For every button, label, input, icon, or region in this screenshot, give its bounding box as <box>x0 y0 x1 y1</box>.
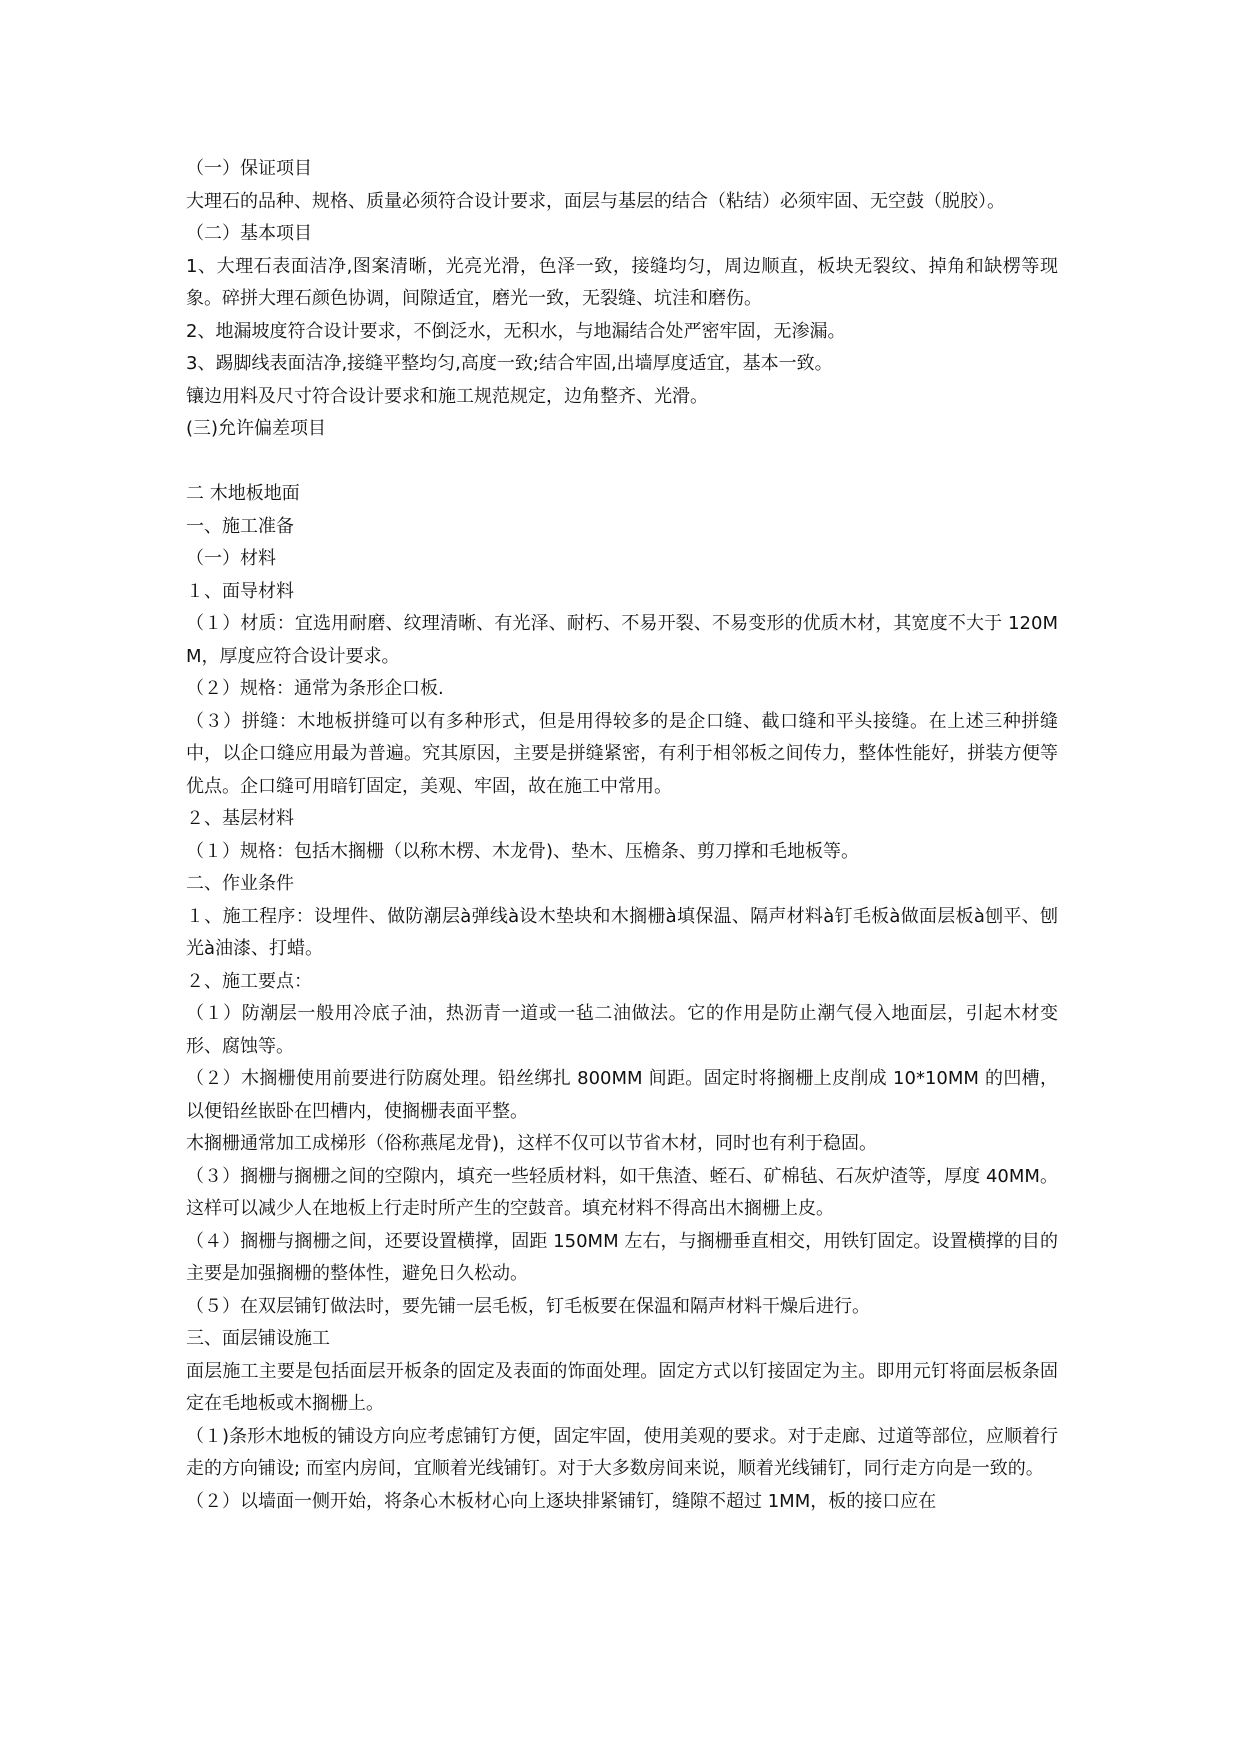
paragraph-joist-shape: 木搁栅通常加工成梯形（俗称燕尾龙骨)，这样不仅可以节省木材，同时也有利于稳固。 <box>186 1133 878 1154</box>
paragraph-surface-construction: 面层施工主要是包括面层开板条的固定及表面的饰面处理。固定方式以钉接固定为主。即用元钉将面层板条固定在毛地板或木搁栅上。 <box>186 1360 1058 1414</box>
heading-materials: （一）材料 <box>186 548 276 569</box>
paragraph-joist-filling: （３）搁栅与搁栅之间的空隙内，填充一些轻质材料，如干焦渣、蛭石、矿棉毡、石灰炉渣等，厚度 40MM。这样可以减少人在地板上行走时所产生的空鼓音。填充材料不得高出木搁栅上皮。 <box>186 1165 1058 1219</box>
paragraph-laying-start: （２）以墙面一侧开始，将条心木板材心向上逐块排紧铺钉，缝隙不超过 1MM，板的接口应在 <box>186 1490 937 1512</box>
heading-construction-points: ２、施工要点： <box>186 970 312 992</box>
paragraph-edging: 镶边用料及尺寸符合设计要求和施工规范规定，边角整齐、光滑。 <box>186 385 708 407</box>
paragraph-laying-direction: （１)条形木地板的铺设方向应考虑铺钉方便，固定牢固，使用美观的要求。对于走廊、过道等部位，应顺着行走的方向铺设; 而室内房间，宜顺着光线铺钉。对于大多数房间来说，顺着光线铺钉，同行走方向是一致的。 <box>186 1425 1058 1479</box>
paragraph-base-specification: （１）规格：包括木搁栅（以称木楞、木龙骨)、垫木、压檐条、剪刀撑和毛地板等。 <box>186 840 860 862</box>
paragraph-joist-treatment: （２）木搁栅使用前要进行防腐处理。铅丝绑扎 800MM 间距。固定时将搁栅上皮削成 10*10MM 的凹槽，以便铅丝嵌卧在凹槽内，使搁栅表面平整。 <box>186 1068 1058 1122</box>
paragraph-item-2-floor-drain: 2、地漏坡度符合设计要求，不倒泛水，无积水，与地漏结合处严密牢固，无渗漏。 <box>186 320 846 342</box>
paragraph-construction-procedure: １、施工程序：设埋件、做防潮层à弹线à设木垫块和木搁栅à填保温、隔声材料à钉毛板à做面层板à刨平、刨光à油漆、打蜡。 <box>186 905 1058 959</box>
heading-surface-installation: 三、面层铺设施工 <box>186 1328 330 1349</box>
paragraph-marble-quality: 大理石的品种、规格、质量必须符合设计要求，面层与基层的结合（粘结）必须牢固、无空鼓（脱胶）。 <box>186 190 1005 212</box>
paragraph-moisture-layer: （１）防潮层一般用冷底子油，热沥青一道或一毡二油做法。它的作用是防止潮气侵入地面层，引起木材变形、腐蚀等。 <box>186 1003 1058 1057</box>
document-body <box>186 153 1058 1518</box>
paragraph-item-1-surface: 1、大理石表面洁净,图案清晰，光亮光滑，色泽一致，接缝均匀，周边顺直，板块无裂纹、掉角和缺楞等现象。碎拼大理石颜色协调，间隙适宜，磨光一致，无裂缝、坑洼和磨伤。 <box>186 255 1058 309</box>
heading-work-conditions: 二、作业条件 <box>186 873 294 894</box>
paragraph-specification: （２）规格：通常为条形企口板. <box>186 678 444 699</box>
paragraph-double-layer: （５）在双层铺钉做法时，要先铺一层毛板，钉毛板要在保温和隔声材料干燥后进行。 <box>186 1295 870 1317</box>
section-heading-allowed-deviation: (三)允许偏差项目 <box>186 418 327 439</box>
paragraph-cross-bracing: （４）搁栅与搁栅之间，还要设置横撑，固距 150MM 左右，与搁栅垂直相交，用铁钉固定。设置横撑的目的主要是加强搁栅的整体性，避免日久松动。 <box>186 1230 1058 1284</box>
heading-surface-materials: １、面导材料 <box>186 580 294 602</box>
paragraph-material-quality: （１）材质：宜选用耐磨、纹理清晰、有光泽、耐朽、不易开裂、不易变形的优质木材，其宽度不大于 120MM，厚度应符合设计要求。 <box>186 613 1058 667</box>
heading-base-materials: ２、基层材料 <box>186 808 294 829</box>
paragraph-joints: （３）拼缝：木地板拼缝可以有多种形式，但是用得较多的是企口缝、截口缝和平头接缝。在上述三种拼缝中，以企口缝应用最为普遍。究其原因，主要是拼缝紧密，有利于相邻板之间传力，整体性能好，拼装方便等优点。企口缝可用暗钉固定，美观、牢固，故在施工中常用。 <box>186 710 1058 797</box>
chapter-heading-wood-floor: 二 木地板地面 <box>186 483 300 504</box>
heading-construction-prep: 一、施工准备 <box>186 515 294 537</box>
section-heading-basic-items: （二）基本项目 <box>186 223 312 244</box>
blank-line <box>186 446 1058 479</box>
paragraph-item-3-skirting: 3、踢脚线表面洁净,接缝平整均匀,高度一致;结合牢固,出墙厚度适宜，基本一致。 <box>186 353 833 374</box>
section-heading-guarantee-items: （一）保证项目 <box>186 158 312 179</box>
